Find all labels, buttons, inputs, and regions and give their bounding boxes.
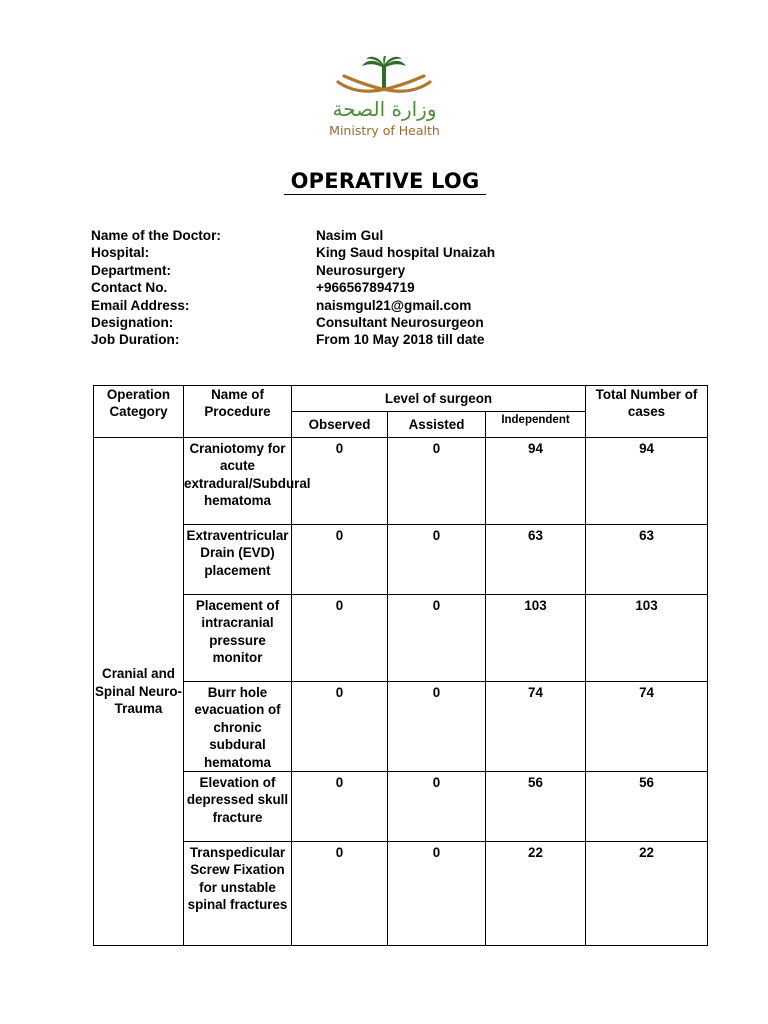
info-row-designation [91, 314, 576, 331]
header-independent: Independent [486, 412, 586, 438]
procedure-cell: Elevation of depressed skull fracture [184, 772, 292, 842]
info-label: Hospital: [91, 245, 150, 261]
info-value: +966567894719 [316, 280, 415, 296]
page-title: OPERATIVE LOG [284, 168, 486, 195]
category-cell: Cranial and Spinal Neuro-Trauma [94, 438, 184, 946]
assisted-cell: 0 [388, 682, 486, 772]
procedure-cell: Burr hole evacuation of chronic subdural hematoma [184, 682, 292, 772]
observed-cell: 0 [292, 772, 388, 842]
observed-cell: 0 [292, 842, 388, 946]
info-value: naismgul21@gmail.com [316, 297, 472, 313]
info-label: Job Duration: [91, 332, 180, 348]
assisted-cell: 0 [388, 525, 486, 595]
header-total-cases: Total Number of cases [586, 386, 708, 438]
assisted-cell: 0 [388, 595, 486, 682]
table-row [94, 525, 708, 595]
procedure-cell: Transpedicular Screw Fixation for unstable spinal fractures [184, 842, 292, 946]
assisted-cell: 0 [388, 772, 486, 842]
procedure-cell: Placement of intracranial pressure monitor [184, 595, 292, 682]
observed-cell: 0 [292, 595, 388, 682]
table-header-row [94, 386, 708, 412]
info-row-duration [91, 331, 576, 348]
logo-english-text: Ministry of Health [329, 123, 440, 138]
total-cell: 63 [586, 525, 708, 595]
independent-cell: 74 [486, 682, 586, 772]
info-label: Contact No. [91, 280, 168, 296]
table-row [94, 682, 708, 772]
info-row-contact [91, 279, 576, 296]
info-row-hospital [91, 244, 576, 261]
observed-cell: 0 [292, 682, 388, 772]
independent-cell: 63 [486, 525, 586, 595]
header-operation-category: Operation Category [94, 386, 184, 438]
info-value: Nasim Gul [316, 228, 384, 243]
total-cell: 94 [586, 438, 708, 525]
header-observed: Observed [292, 412, 388, 438]
observed-cell: 0 [292, 438, 388, 525]
logo-arabic-text: وزارة الصحة [332, 97, 437, 121]
header-procedure-name: Name of Procedure [184, 386, 292, 438]
independent-cell: 22 [486, 842, 586, 946]
info-label: Email Address: [91, 297, 190, 313]
info-row-email [91, 297, 576, 314]
info-value: From 10 May 2018 till date [316, 332, 485, 348]
header-level-of-surgeon: Level of surgeon [292, 386, 586, 412]
doctor-info [91, 227, 576, 349]
total-cell: 56 [586, 772, 708, 842]
assisted-cell: 0 [388, 842, 486, 946]
palm-tree-icon [362, 56, 406, 88]
info-row-department [91, 262, 576, 279]
table-row [94, 842, 708, 946]
total-cell: 103 [586, 595, 708, 682]
assisted-cell: 0 [388, 438, 486, 525]
independent-cell: 103 [486, 595, 586, 682]
info-label: Department: [91, 262, 172, 278]
table-row [94, 595, 708, 682]
total-cell: 74 [586, 682, 708, 772]
info-label: Designation: [91, 314, 174, 330]
procedure-cell: Extraventricular Drain (EVD) placement [184, 525, 292, 595]
table-row [94, 772, 708, 842]
info-value: Neurosurgery [316, 262, 406, 278]
table-row [94, 438, 708, 525]
info-value: Consultant Neurosurgeon [316, 314, 484, 330]
total-cell: 22 [586, 842, 708, 946]
info-label: Name of the Doctor: [91, 228, 221, 243]
ministry-logo [312, 56, 457, 142]
info-value: King Saud hospital Unaizah [316, 245, 495, 261]
independent-cell: 94 [486, 438, 586, 525]
observed-cell: 0 [292, 525, 388, 595]
palm-swords-emblem [312, 56, 457, 100]
independent-cell: 56 [486, 772, 586, 842]
header-assisted: Assisted [388, 412, 486, 438]
operative-log-table [93, 385, 708, 946]
procedure-cell: Craniotomy for acute extradural/Subdural hematoma [184, 438, 292, 525]
info-row-name [91, 227, 576, 244]
